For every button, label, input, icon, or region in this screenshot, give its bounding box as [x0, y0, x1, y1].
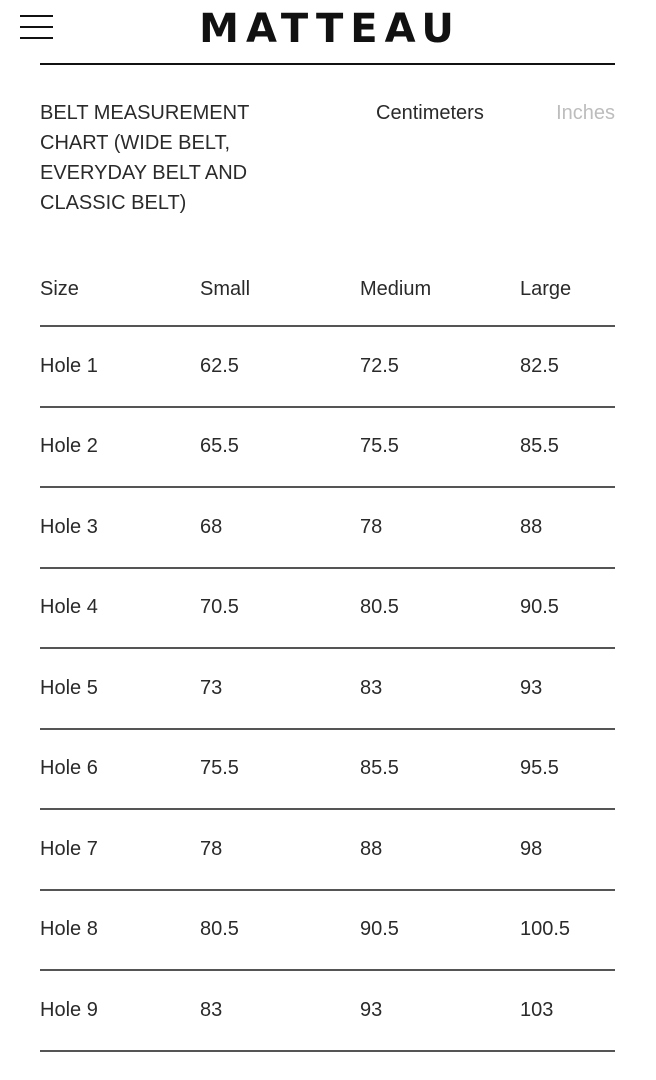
cell-large: 85.5: [520, 435, 559, 458]
row-label: Hole 9: [40, 998, 98, 1021]
row-label: Hole 1: [40, 354, 98, 377]
table-row: [40, 326, 615, 407]
cell-large: 100.5: [520, 918, 571, 941]
cell-medium: 72.5: [360, 354, 399, 377]
row-label: Hole 6: [40, 757, 98, 780]
site-header: [0, 0, 656, 64]
table-row: [40, 729, 615, 810]
row-label: Hole 5: [40, 676, 98, 699]
cell-large: 103: [520, 998, 554, 1021]
cell-small: 70.5: [200, 596, 239, 619]
cell-medium: 90.5: [360, 918, 399, 941]
cell-small: 62.5: [200, 354, 239, 377]
cell-large: 95.5: [520, 757, 559, 780]
table-row: [40, 809, 615, 890]
cell-medium: 78: [360, 515, 383, 538]
table-header-row: [40, 254, 615, 326]
unit-toggle-centimeters[interactable]: Centimeters: [376, 102, 484, 124]
cell-large: 88: [520, 515, 543, 538]
unit-toggle-inches[interactable]: Inches: [556, 102, 615, 124]
cell-medium: 75.5: [360, 435, 399, 458]
belt-size-table: [40, 254, 615, 1052]
cell-medium: 93: [360, 998, 383, 1021]
cell-medium: 85.5: [360, 757, 399, 780]
cell-small: 83: [200, 998, 223, 1021]
column-header-medium: Medium: [360, 278, 432, 300]
row-label: Hole 8: [40, 918, 98, 941]
cell-small: 80.5: [200, 918, 239, 941]
cell-large: 90.5: [520, 596, 559, 619]
row-label: Hole 4: [40, 596, 98, 619]
table-row: [40, 568, 615, 649]
cell-medium: 83: [360, 676, 383, 699]
cell-small: 65.5: [200, 435, 239, 458]
cell-large: 98: [520, 837, 543, 860]
cell-small: 75.5: [200, 757, 239, 780]
cell-small: 78: [200, 837, 223, 860]
cell-small: 73: [200, 676, 223, 699]
table-row: [40, 407, 615, 488]
table-row: [40, 648, 615, 729]
header-divider: [40, 63, 615, 65]
table-row: [40, 970, 615, 1051]
column-header-large: Large: [520, 278, 572, 300]
column-header-small: Small: [200, 278, 251, 300]
table-row: [40, 890, 615, 971]
row-label: Hole 3: [40, 515, 98, 538]
chart-title: BELT MEASUREMENT CHART (WIDE BELT, EVERYDAY BELT AND CLASSIC BELT): [40, 102, 249, 214]
row-label: Hole 2: [40, 435, 98, 458]
cell-medium: 88: [360, 837, 383, 860]
brand-logo[interactable]: MATTEAU: [199, 6, 461, 52]
cell-small: 68: [200, 515, 223, 538]
cell-large: 82.5: [520, 354, 559, 377]
table-row: [40, 487, 615, 568]
row-label: Hole 7: [40, 837, 98, 860]
cell-large: 93: [520, 676, 543, 699]
column-header-size: Size: [40, 278, 79, 300]
cell-medium: 80.5: [360, 596, 399, 619]
